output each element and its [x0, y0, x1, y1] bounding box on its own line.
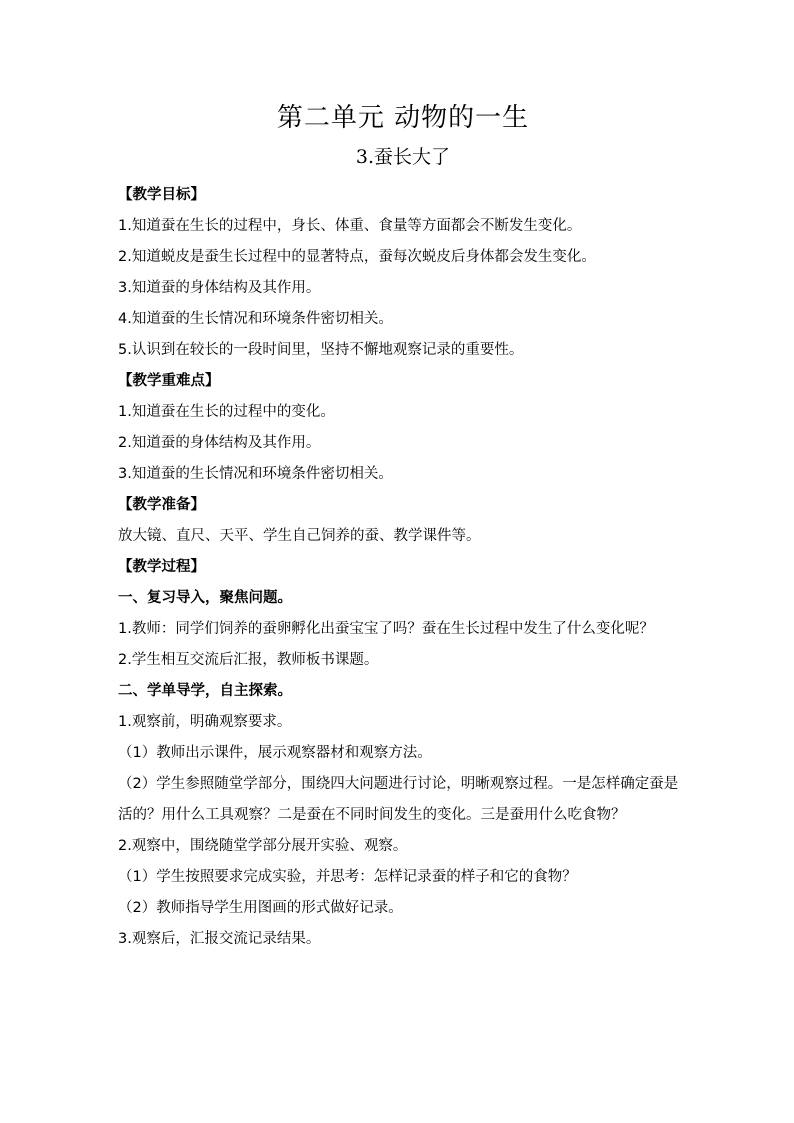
objective-item: 3.知道蚕的身体结构及其作用。: [118, 280, 321, 296]
process-item: 1.观察前，明确观察要求。: [118, 714, 292, 730]
process-item: （1）学生按照要求完成实验，并思考：怎样记录蚕的样子和它的食物？: [118, 869, 577, 885]
key-point-item: 1.知道蚕在生长的过程中的变化。: [118, 404, 335, 420]
objective-item: 5.认识到在较长的一段时间里，坚持不懈地观察记录的重要性。: [118, 342, 524, 358]
lesson-title: 3.蚕长大了: [355, 146, 451, 168]
process-item: 2.学生相互交流后汇报，教师板书课题。: [118, 652, 379, 668]
process-item: （2）教师指导学生用图画的形式做好记录。: [118, 900, 403, 916]
objectives-heading: 【教学目标】: [118, 187, 205, 203]
key-point-item: 2.知道蚕的身体结构及其作用。: [118, 435, 321, 451]
objective-item: 1.知道蚕在生长的过程中，身长、体重、食量等方面都会不断发生变化。: [118, 218, 582, 234]
process-part1-heading: 一、复习导入，聚焦问题。: [118, 590, 292, 606]
key-points-heading: 【教学重难点】: [118, 373, 220, 389]
process-item: 2.观察中，围绕随堂学部分展开实验、观察。: [118, 838, 408, 854]
unit-title: 第二单元 动物的一生: [276, 103, 530, 133]
preparation-heading: 【教学准备】: [118, 497, 205, 513]
process-part2-heading: 二、学单导学，自主探索。: [118, 683, 292, 699]
process-item: 1.教师：同学们饲养的蚕卵孵化出蚕宝宝了吗？蚕在生长过程中发生了什么变化呢？: [118, 621, 654, 637]
objective-item: 4.知道蚕的生长情况和环境条件密切相关。: [118, 311, 393, 327]
preparation-text: 放大镜、直尺、天平、学生自己饲养的蚕、教学课件等。: [118, 528, 481, 544]
process-heading: 【教学过程】: [118, 559, 205, 575]
objective-item: 2.知道蜕皮是蚕生长过程中的显著特点，蚕每次蜕皮后身体都会发生变化。: [118, 249, 596, 265]
process-item: （2）学生参照随堂学部分，围绕四大问题进行讨论，明晰观察过程。一是怎样确定蚕是活的？用什么工具观察？二是蚕在不同时间发生的变化。三是蚕用什么吃食物？: [118, 776, 679, 823]
process-item: 3.观察后，汇报交流记录结果。: [118, 931, 321, 947]
process-item: （1）教师出示课件，展示观察器材和观察方法。: [118, 745, 432, 761]
document-body: [118, 98, 688, 955]
key-point-item: 3.知道蚕的生长情况和环境条件密切相关。: [118, 466, 393, 482]
